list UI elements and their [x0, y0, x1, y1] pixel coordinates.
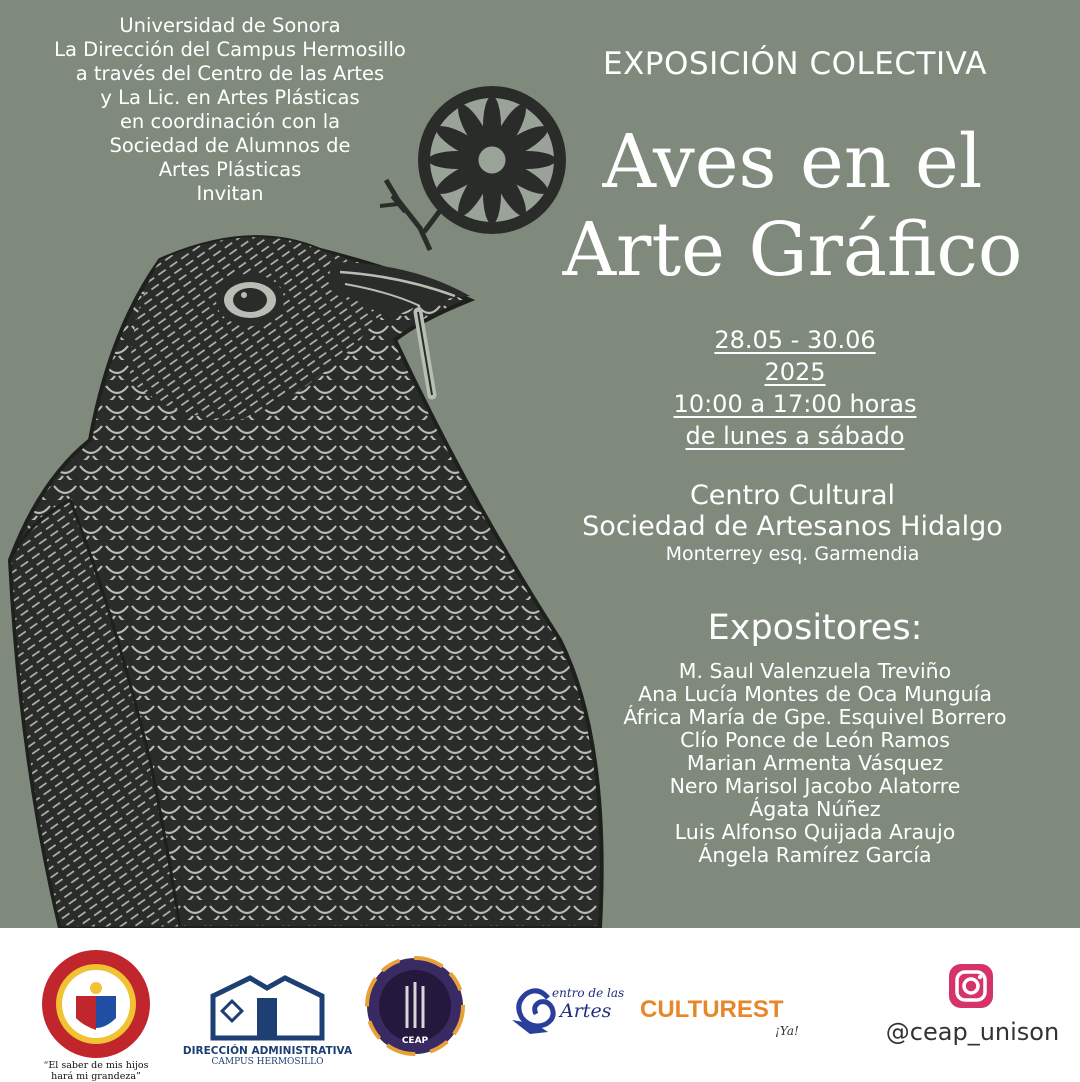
exhibitor-name: Ágata Núñez: [749, 797, 881, 821]
intro-line: La Dirección del Campus Hermosillo: [54, 38, 406, 61]
intro-text: [10, 14, 450, 206]
venue-name-line-1: Centro Cultural: [689, 480, 896, 511]
intro-line: y La Lic. en Artes Plásticas: [100, 86, 360, 109]
venue-name-line-2: Sociedad de Artesanos Hidalgo: [582, 511, 1003, 542]
title-line-2: Arte Gráfico: [562, 207, 1023, 293]
date-range: 28.05 - 30.06: [714, 326, 876, 354]
direccion-administrativa-logo: [205, 968, 330, 1043]
exhibitor-name: Ángela Ramírez García: [698, 843, 932, 867]
opening-days: de lunes a sábado: [685, 422, 905, 450]
bird-eye: [216, 274, 284, 326]
ceap-label: CEAP: [401, 1036, 429, 1046]
intro-line: Artes Plásticas: [158, 158, 302, 181]
venue: [520, 480, 1065, 566]
exhibition-title: [520, 118, 1065, 294]
intro-line: Sociedad de Alumnos de: [109, 134, 351, 157]
exhibitor-name: África María de Gpe. Esquivel Borrero: [623, 705, 1007, 729]
schedule: [600, 324, 990, 452]
culturest-ya: ¡Ya!: [775, 1024, 799, 1038]
unison-seal-logo: [40, 948, 152, 1060]
exhibitor-name: Nero Marisol Jacobo Alatorre: [669, 774, 961, 798]
unison-motto: “El saber de mis hijos hará mi grandeza”: [43, 1060, 149, 1082]
exhibition-kicker: EXPOSICIÓN COLECTIVA: [602, 46, 988, 82]
exhibitor-name: Marian Armenta Vásquez: [686, 751, 944, 775]
instagram-handle[interactable]: @ceap_unison: [885, 1018, 1060, 1046]
intro-line: Invitan: [196, 182, 264, 205]
exhibitors-heading: Expositores:: [707, 608, 923, 648]
direccion-caption: DIRECCIÓN ADMINISTRATIVA CAMPUS HERMOSILLO: [182, 1045, 353, 1067]
venue-address: Monterrey esq. Garmendia: [665, 543, 920, 565]
exhibitor-name: Ana Lucía Montes de Oca Munguía: [638, 682, 992, 706]
intro-line: Universidad de Sonora: [119, 14, 341, 37]
exhibitor-name: Clío Ponce de León Ramos: [680, 728, 950, 752]
instagram-icon[interactable]: [947, 962, 995, 1010]
centro-artes-caption: entro de las Artes: [552, 986, 625, 1022]
intro-line: en coordinación con la: [119, 110, 341, 133]
year: 2025: [764, 358, 826, 386]
culturest-logo: CULTUREST: [640, 996, 784, 1023]
footer-logos: [0, 928, 1080, 1080]
opening-hours: 10:00 a 17:00 horas: [673, 390, 917, 418]
title-line-1: Aves en el: [602, 119, 983, 205]
exhibitor-name: M. Saul Valenzuela Treviño: [678, 659, 952, 683]
exhibitor-name: Luis Alfonso Quijada Araujo: [674, 820, 956, 844]
exhibitors-list: [560, 660, 1070, 867]
intro-line: a través del Centro de las Artes: [75, 62, 385, 85]
